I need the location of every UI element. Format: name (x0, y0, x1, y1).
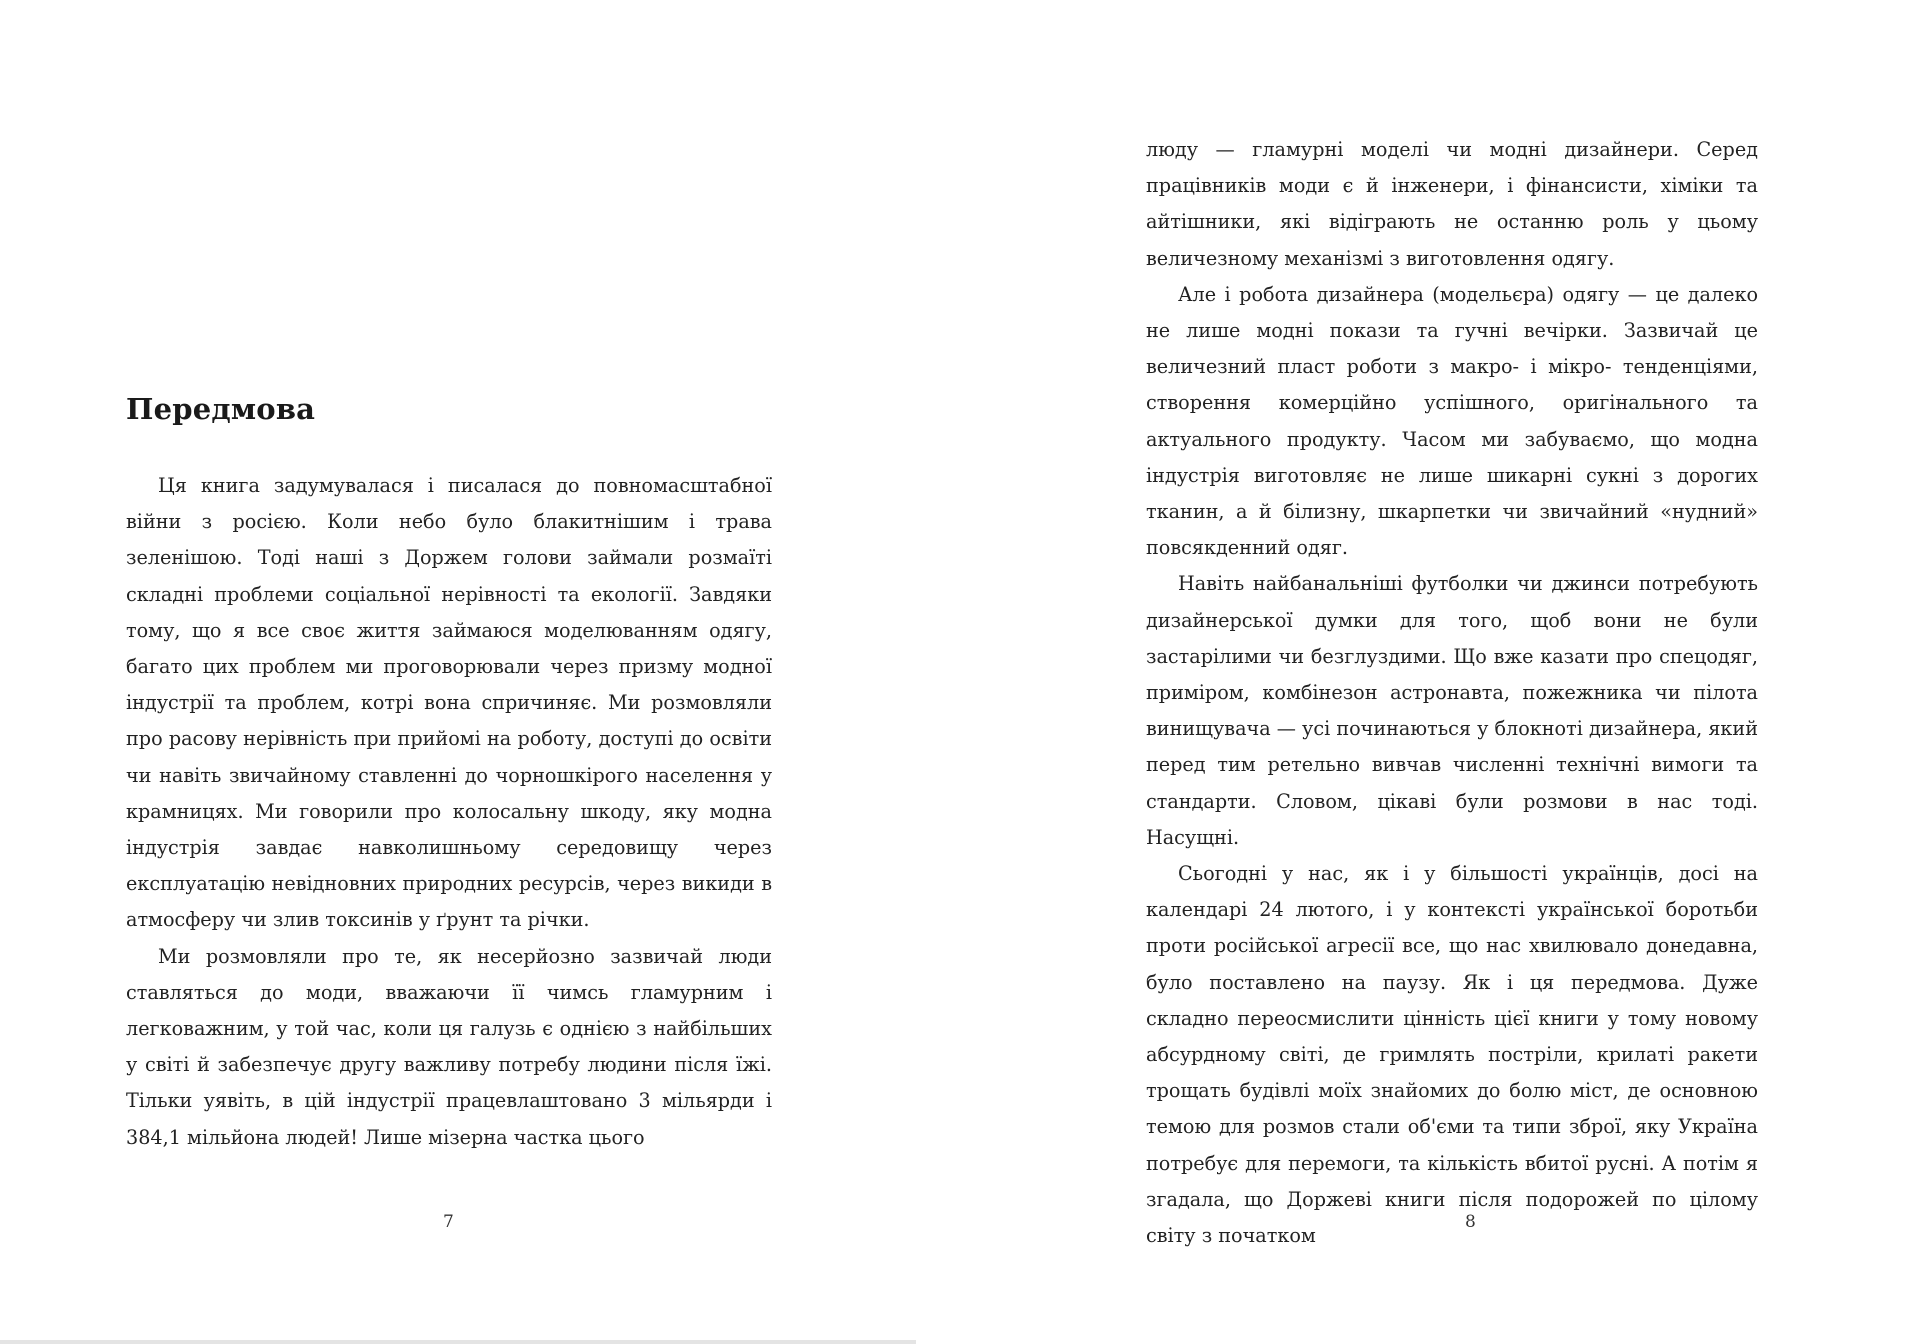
paragraph: Ця книга задумувалася і писалася до повномасштабної війни з росією. Коли небо було блакитнішим і трава зеленішою. Тоді наші з Доржем голови займали розмаїті складні проблеми соціальної нерівності та екології. Завдяки тому, що я все своє життя займаюся моделюванням одягу, багато цих проблем ми проговорювали через призму модної індустрії та проблем, котрі вона спричиняє. Ми розмовляли про расову нерівність при прийомі на роботу, доступі до освіти чи навіть звичайному ставленні до чорношкірого населення у крамницях. Ми говорили про колосальну шкоду, яку модна індустрія завдає навколишньому середовищу через експлуатацію невідновних природних ресурсів, через викиди в атмосферу чи злив токсинів у ґрунт та річки. (126, 474, 772, 932)
right-page (960, 0, 1920, 1344)
page-edge (0, 1340, 916, 1344)
paragraph: Ми розмовляли про те, як несерйозно зазвичай люди ставляться до моди, вважаючи її чимсь гламурним і легковажним, у той час, коли ця галузь є однією з найбільших у світі й забезпечує другу важливу потребу людини після їжі. Тільки уявіть, в цій індустрії працевлаштовано 3 мільярди і 384,1 мільйона людей! Лише мізерна частка цього (126, 944, 772, 1149)
page-number: 7 (443, 1212, 454, 1232)
paragraph: Сьогодні у нас, як і у більшості українців, досі на календарі 24 лютого, і у контексті української боротьби проти російської агресії все, що нас хвилювало донедавна, було поставлено на паузу. Як і ця передмова. Дуже складно переосмислити цінність цієї книги у тому новому абсурдному світі, де гримлять постріли, крилаті ракети трощать будівлі моїх знайомих до болю міст, де основною темою для розмов стали об'єми та типи зброї, яку Україна потребує для перемоги, та кількість вбитої русні. А потім я згадала, що Доржеві книги після подорожей по цілому світу з початком (1146, 862, 1758, 1248)
left-page-body (126, 468, 772, 1156)
paragraph: Але і робота дизайнера (модельєра) одягу — це далеко не лише модні покази та гучні вечірки. Зазвичай це величезний пласт роботи з макро- і мікро- тенденціями, створення комерційно успішного, оригінального та актуального продукту. Часом ми забуваємо, що модна індустрія виготовляє не лише шикарні сукні з дорогих тканин, а й білизну, шкарпетки чи звичайний «нудний» повсякденний одяг. (1146, 282, 1758, 560)
paragraph: Навіть найбанальніші футболки чи джинси потребують дизайнерської думки для того, щоб вони не були застарілими чи безглуздими. Що вже казати про спецодяг, приміром, комбінезон астронавта, пожежника чи пілота винищувача — усі починаються у блокноті дизайнера, який перед тим ретельно вивчав численні технічні вимоги та стандарти. Словом, цікаві були розмови в нас тоді. Насущні. (1146, 572, 1758, 849)
chapter-title: Передмова (126, 392, 316, 426)
right-page-body (1146, 132, 1758, 1254)
page-number: 8 (1465, 1212, 1476, 1232)
paragraph: люду — гламурні моделі чи модні дизайнери. Серед працівників моди є й інженери, і фінансисти, хіміки та айтішники, які відіграють не останню роль у цьому величезному механізмі з виготовлення одягу. (1146, 138, 1758, 270)
